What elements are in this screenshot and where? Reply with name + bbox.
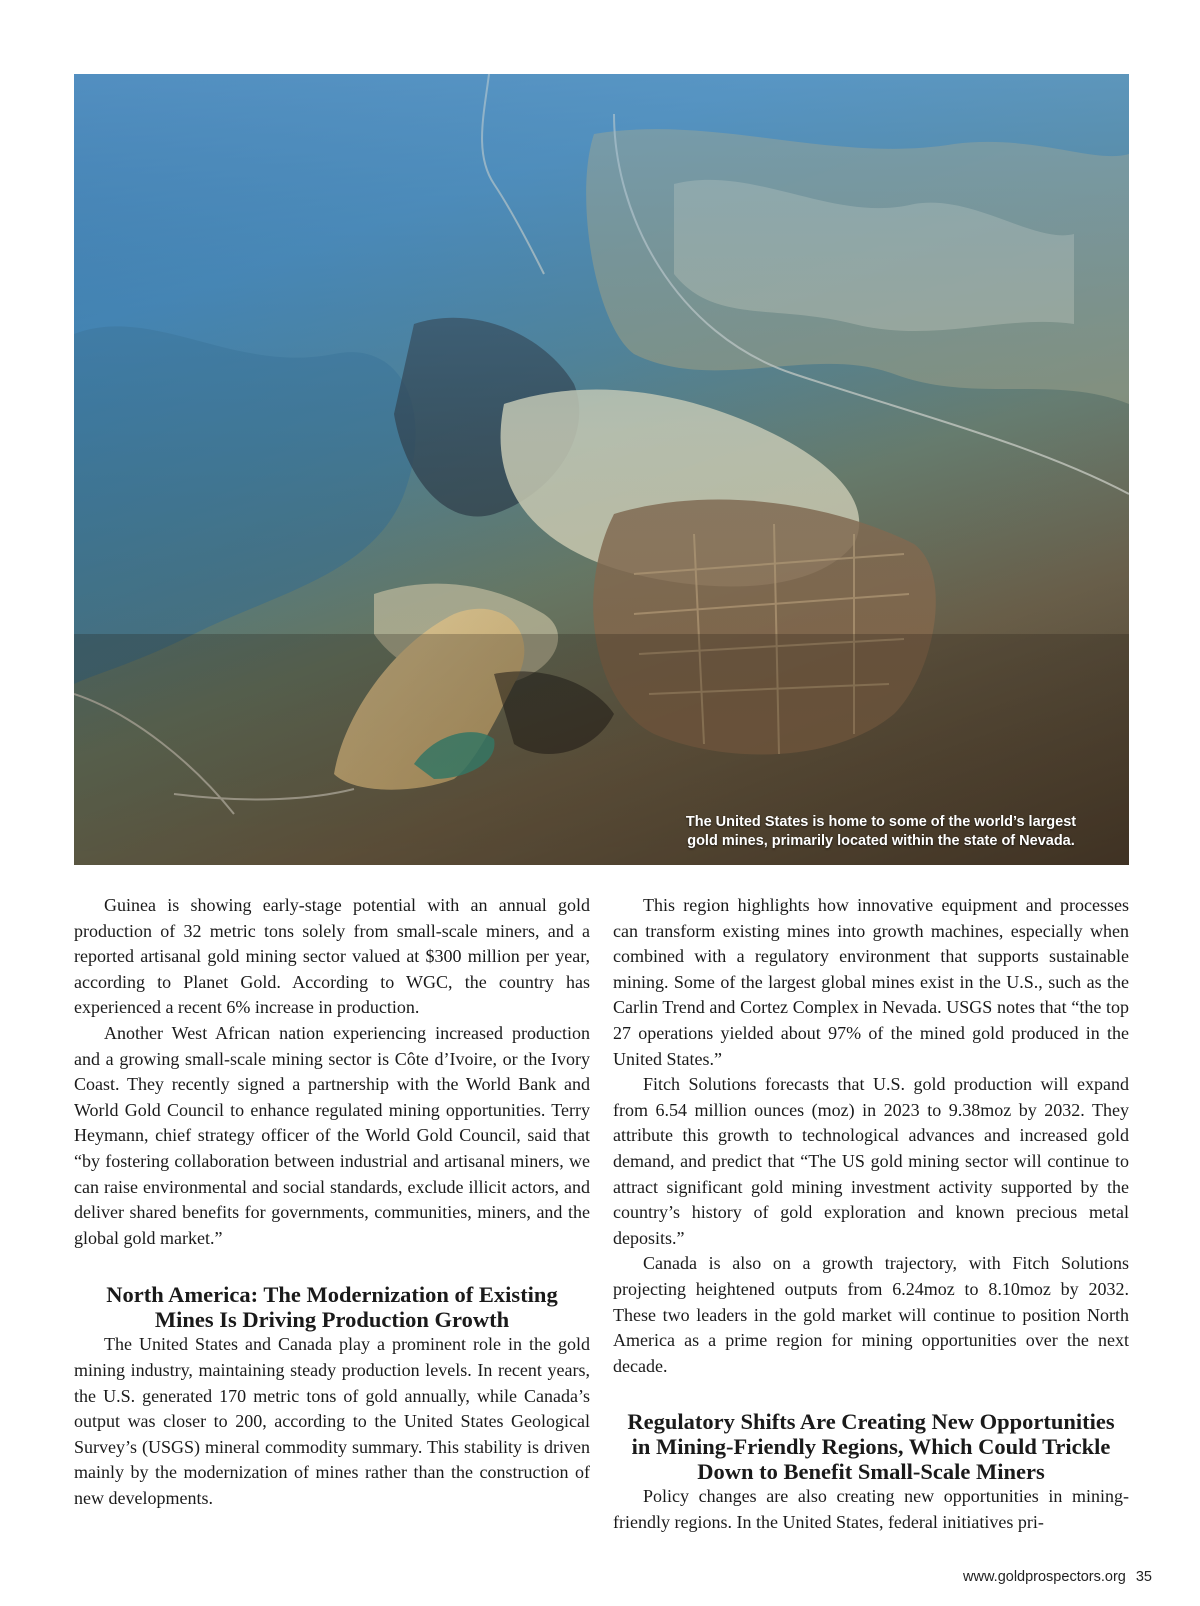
body-paragraph: Another West African nation experiencing increased production and a growing small-scale mining sector is Côte d’Ivoire, or the Ivory Coast. They recently signed a partnership with the World Bank and World Gold Council to enhance regulated mining opportunities. Terry Heymann, chief strategy officer of the World Gold Council, said that “by fostering collaboration between industrial and artisanal miners, we can raise environmental and social standards, exclude illicit actors, and deliver shared benefits for governments, communities, miners, and the global gold market.”	[74, 1022, 590, 1248]
aerial-landscape-illustration	[74, 74, 1129, 865]
body-paragraph: Policy changes are also creating new opportunities in mining-friendly regions. In the United States, federal initiatives pri-	[613, 1486, 1129, 1532]
page-footer	[963, 1569, 1152, 1585]
section-heading-north-america	[74, 1282, 590, 1332]
right-text-column	[613, 893, 1129, 1535]
photo-caption-line: gold mines, primarily located within the state of Nevada.	[687, 833, 1075, 849]
section-heading-regulatory-shifts	[613, 1409, 1129, 1484]
body-paragraph: Canada is also on a growth trajectory, with Fitch Solutions projecting heightened outputs from 6.24moz to 8.10moz by 2032. These two leaders in the gold market will continue to position North America as a prime region for mining opportunities over the next decade.	[613, 1253, 1129, 1376]
body-paragraph: Fitch Solutions forecasts that U.S. gold production will expand from 6.54 million ounces (moz) in 2023 to 9.38moz by 2032. They attribute this growth to technological advances and increased gold demand, and predict that “The US gold mining sector will continue to attract significant gold mining investment activity supported by the country’s history of gold exploration and known precious metal deposits.”	[613, 1074, 1129, 1248]
heading-line: in Mining-Friendly Regions, Which Could Trickle	[631, 1434, 1111, 1460]
aerial-mine-photo	[74, 74, 1129, 865]
footer-website: www.goldprospectors.org	[963, 1569, 1126, 1585]
heading-line: Mines Is Driving Production Growth	[154, 1307, 510, 1333]
body-paragraph: This region highlights how innovative equipment and processes can transform existing mines into growth machines, especially when combined with a regulatory environment that supports sustainable mining. Some of the largest global mines exist in the U.S., such as the Carlin Trend and Cortez Complex in Nevada. USGS notes that “the top 27 operations yielded about 97% of the mined gold produced in the United States.”	[613, 895, 1129, 1069]
heading-line: Regulatory Shifts Are Creating New Opportunities	[627, 1409, 1115, 1435]
body-paragraph: Guinea is showing early-stage potential with an annual gold production of 32 metric tons solely from small-scale miners, and a reported artisanal gold mining sector valued at $300 million per year, according to Planet Gold. According to WGC, the country has experienced a recent 6% increase in production.	[74, 895, 590, 1018]
body-paragraph: The United States and Canada play a prominent role in the gold mining industry, maintaining steady production levels. In recent years, the U.S. generated 170 metric tons of gold annually, while Canada’s output was closer to 200, according to the United States Geological Survey’s (USGS) mineral commodity summary. This stability is driven mainly by the modernization of mines rather than the construction of new developments.	[74, 1334, 590, 1508]
photo-caption	[651, 813, 1111, 851]
heading-line: Down to Benefit Small-Scale Miners	[697, 1459, 1045, 1485]
page-number: 35	[1135, 1569, 1152, 1585]
left-text-column	[74, 893, 590, 1511]
heading-line: North America: The Modernization of Existing	[106, 1282, 558, 1308]
photo-caption-line: The United States is home to some of the world’s largest	[685, 814, 1077, 830]
